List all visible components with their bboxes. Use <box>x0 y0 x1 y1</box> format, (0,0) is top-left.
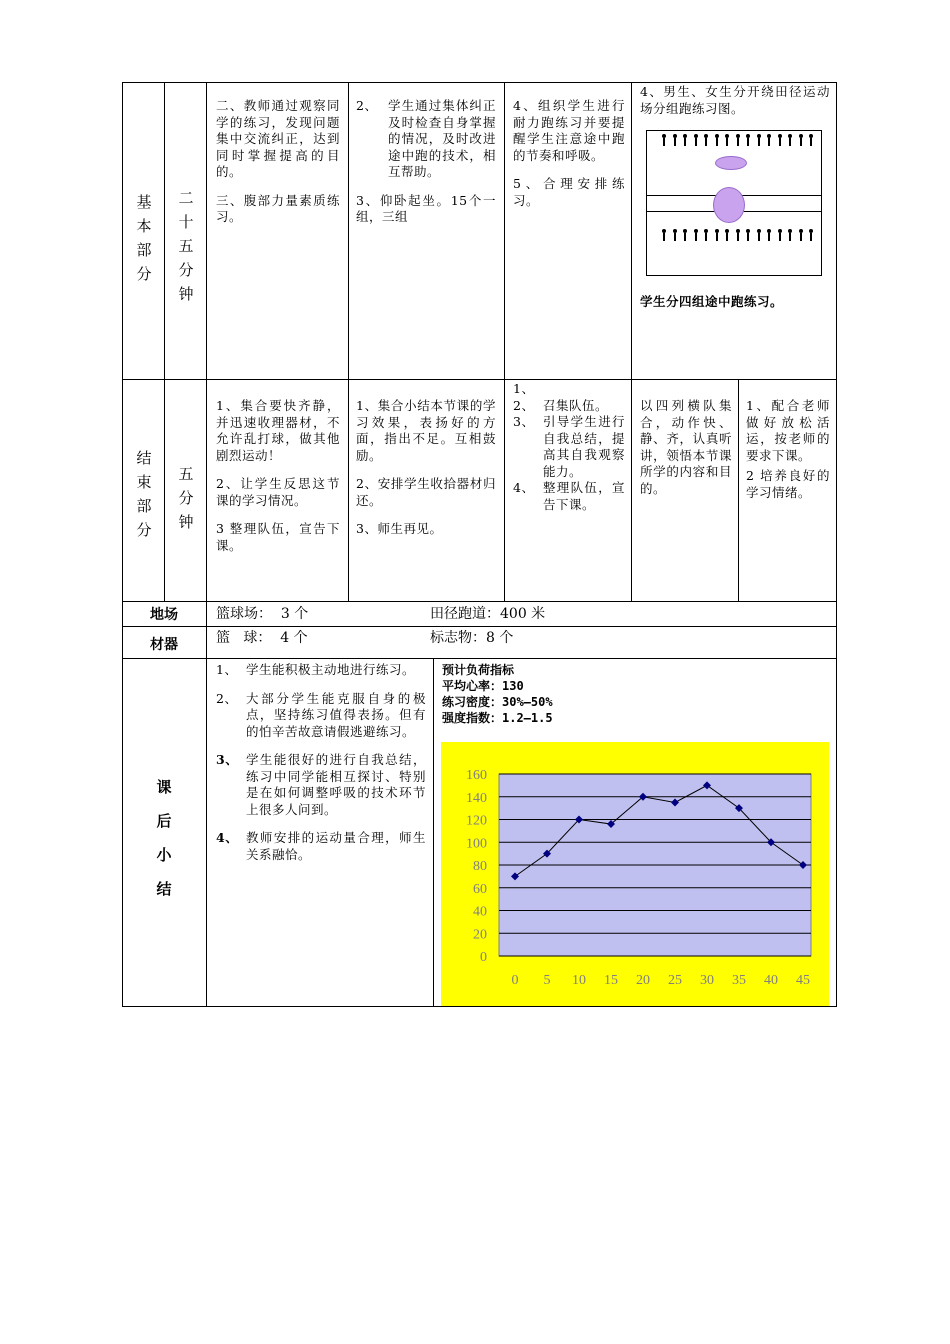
chart-x-tick-label: 35 <box>732 973 746 988</box>
student-figure-icon <box>808 229 814 241</box>
student-figure-icon <box>766 229 772 241</box>
student-figure-icon <box>661 229 667 241</box>
student-figure-icon <box>724 229 730 241</box>
student-figure-icon <box>703 229 709 241</box>
student-figure-icon <box>703 134 709 146</box>
end-section-duration: 五 分 钟 <box>178 465 194 531</box>
summary-item: 3、 学生能很好的进行自我总结，练习中同学能相互探讨、特别是在如何调整呼吸的技术环节上很多人问到。 <box>216 752 426 817</box>
venue-right: 田径跑道：400 米 <box>430 606 546 622</box>
basic-student-item-text: 学生通过集体纠正及时检查自身掌握的情况，及时改进途中跑的技术，相互帮助。 <box>388 98 496 179</box>
end-col1 <box>216 398 340 566</box>
student-figure-icon <box>798 134 804 146</box>
chart-y-tick-label: 160 <box>466 768 487 783</box>
student-figure-icon <box>661 134 667 146</box>
chart-x-tick-label: 15 <box>604 973 618 988</box>
basic-teacher-column <box>216 98 340 238</box>
student-figure-icon <box>756 229 762 241</box>
load-title: 预计负荷指标 <box>442 663 515 677</box>
load-indicators <box>442 662 553 726</box>
chart-y-tick-label: 80 <box>473 859 487 874</box>
student-figure-icon <box>693 134 699 146</box>
student-figure-icon <box>777 229 783 241</box>
chart-x-tick-label: 10 <box>572 973 586 988</box>
basic-organize-item: 5、合理安排练习。 <box>513 176 625 208</box>
end-col3-item: 4、 整理队伍，宣告下课。 <box>513 480 625 512</box>
equipment-label: 材器 <box>150 637 178 653</box>
summary-item: 1、 学生能积极主动地进行练习。 <box>216 662 416 677</box>
equipment-right: 标志物：8 个 <box>430 630 514 646</box>
end-col3-item: 3、 引导学生进行自我总结，提高其自我观察能力。 <box>513 414 625 479</box>
chart-y-tick-label: 20 <box>473 927 487 943</box>
student-figure-icon <box>787 229 793 241</box>
chart-x-tick-label: 30 <box>700 973 714 988</box>
student-figure-icon <box>693 229 699 241</box>
student-figure-icon <box>735 134 741 146</box>
student-figure-icon <box>745 229 751 241</box>
student-figure-icon <box>714 134 720 146</box>
end-col2-item: 1、集合小结本节课的学习效果，表扬好的方面，指出不足。互相鼓励。 <box>356 398 496 463</box>
student-figure-icon <box>777 134 783 146</box>
basic-section-duration: 二 十 五 分 钟 <box>178 189 194 303</box>
basic-section-label: 基 本 部 分 <box>136 193 152 283</box>
diagram-caption: 学生分四组途中跑练习。 <box>640 294 784 309</box>
student-figure-icon <box>672 134 678 146</box>
student-figure-icon <box>766 134 772 146</box>
end-col2-item: 2、安排学生收拾器材归还。 <box>356 476 496 508</box>
chart-x-tick-label: 25 <box>668 973 682 988</box>
chart-y-tick-label: 120 <box>466 813 487 829</box>
basic-student-item-number: 2、 <box>356 98 378 113</box>
venue-left: 篮球场： 3 个 <box>216 606 309 622</box>
end-col5 <box>746 398 830 513</box>
basic-teacher-item: 二、教师通过观察同学的练习，发现问题集中交流纠正，达到同时掌握提高的目的。 <box>216 98 340 179</box>
load-intensity: 强度指数：1.2—1.5 <box>442 711 553 725</box>
end-col5-item: 1、配合老师做好放松活运，按老师的要求下课。 <box>746 398 830 463</box>
end-col2 <box>356 398 496 550</box>
chart-y-tick-label: 140 <box>466 790 487 806</box>
summary-item: 4、 教师安排的运动量合理，师生关系融恰。 <box>216 830 426 862</box>
student-figure-icon <box>745 134 751 146</box>
student-figure-icon <box>735 229 741 241</box>
track-diagram <box>646 130 822 276</box>
venue-label: 地场 <box>150 607 178 623</box>
student-figure-icon <box>808 134 814 146</box>
student-figure-icon <box>714 229 720 241</box>
chart-x-tick-label: 5 <box>543 973 551 988</box>
student-figure-icon <box>787 134 793 146</box>
end-col1-item: 3 整理队伍，宣告下课。 <box>216 521 340 553</box>
student-figure-icon <box>724 134 730 146</box>
end-col4: 以四列横队集合，动作快、静、齐，认真听讲，领悟本节课所学的内容和目的。 <box>640 398 732 496</box>
end-col1-item: 2、让学生反思这节课的学习情况。 <box>216 476 340 508</box>
chart-x-tick-label: 45 <box>796 973 810 988</box>
chart-x-tick-label: 0 <box>511 973 519 988</box>
summary-list <box>216 662 426 875</box>
basic-student-column <box>356 98 496 238</box>
end-col3 <box>513 381 625 513</box>
end-col3-item: 1、 <box>513 381 535 396</box>
basic-student-item: 3、仰卧起坐。15个一组，三组 <box>356 192 496 224</box>
chart-x-tick-label: 20 <box>636 973 650 988</box>
chart-y-tick-label: 100 <box>466 836 487 852</box>
load-density: 练习密度：30%—50% <box>442 695 553 709</box>
end-section-label: 结 束 部 分 <box>136 449 152 539</box>
end-col1-item: 1、集合要快齐静，并迅速收理器材，不允许乱打球，做其他剧烈运动！ <box>216 398 340 463</box>
student-figure-icon <box>682 134 688 146</box>
student-figure-icon <box>682 229 688 241</box>
end-col2-item: 3、师生再见。 <box>356 521 443 536</box>
chart-y-tick-label: 0 <box>480 950 487 965</box>
diagram-title: 4、男生、女生分开绕田径运动场分组跑练习图。 <box>640 84 830 116</box>
end-col3-item: 2、 召集队伍。 <box>513 397 609 413</box>
chart-x-tick-label: 40 <box>764 973 778 988</box>
chart-y-tick-label: 60 <box>473 881 487 897</box>
basic-teacher-item: 三、腹部力量素质练习。 <box>216 192 340 224</box>
student-figure-icon <box>672 229 678 241</box>
large-field-oval <box>713 187 745 223</box>
equipment-left: 篮 球： 4 个 <box>216 630 308 646</box>
student-figure-icon <box>756 134 762 146</box>
end-col5-item: 2 培养良好的学习情绪。 <box>746 468 830 500</box>
chart-y-tick-label: 40 <box>473 904 487 920</box>
basic-organize-column <box>513 98 625 221</box>
student-figure-icon <box>798 229 804 241</box>
heart-rate-chart <box>441 742 829 1006</box>
summary-label: 课 后 小 结 <box>156 778 172 898</box>
summary-item: 2、 大部分学生能克服自身的极点，坚持练习值得表扬。但有的怕辛苦故意请假逃避练习。 <box>216 690 426 739</box>
small-field-oval <box>715 156 747 170</box>
basic-organize-item: 4、组织学生进行耐力跑练习并要提醒学生注意途中跑的节奏和呼吸。 <box>513 98 625 163</box>
load-heart-rate: 平均心率：130 <box>442 679 524 693</box>
